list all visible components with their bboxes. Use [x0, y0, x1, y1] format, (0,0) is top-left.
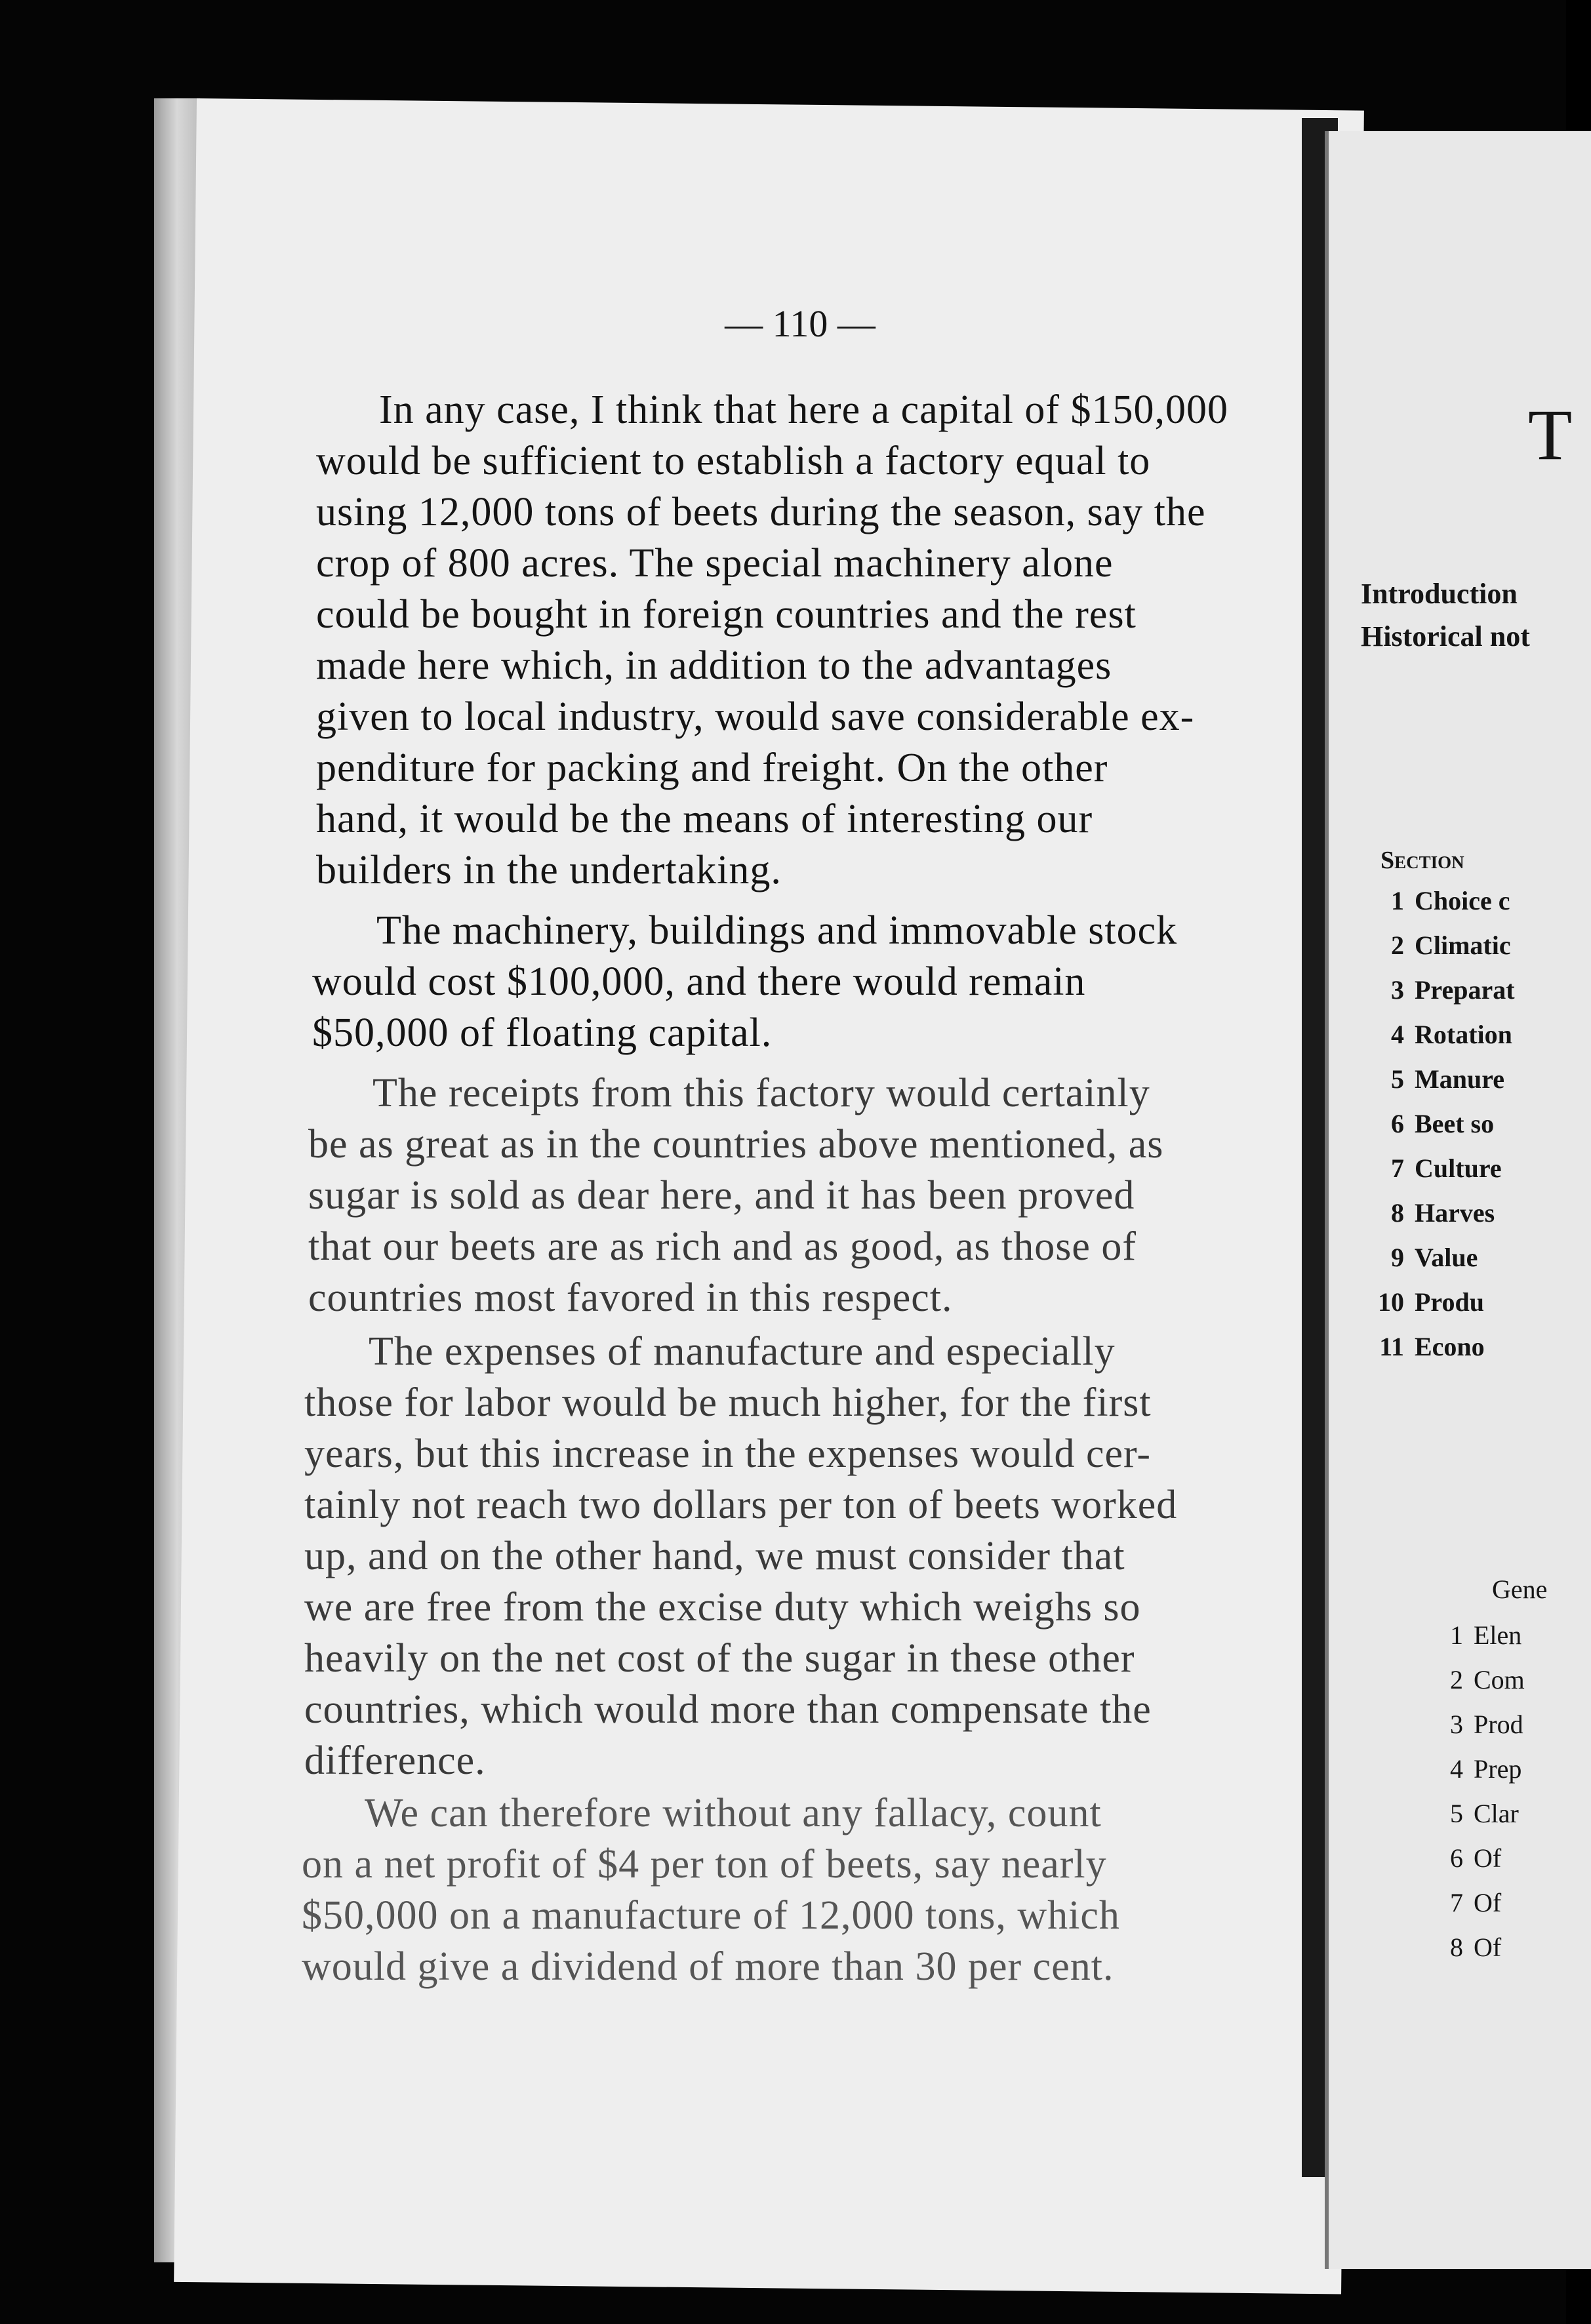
text-line: on a net profit of $4 per ton of beets, say nearly [302, 1842, 1107, 1887]
toc-entry: 2 Climatic [1391, 931, 1511, 960]
toc-entry: 8 Harves [1391, 1198, 1495, 1228]
toc-entry: 6 Beet so [1391, 1109, 1495, 1138]
toc-section-heading: Section [1380, 847, 1464, 874]
toc-entry: 6 Of [1450, 1843, 1502, 1873]
toc-intro: Introduction [1361, 578, 1518, 610]
text-line: difference. [304, 1738, 486, 1783]
text-line: $50,000 on a manufacture of 12,000 tons, which [302, 1893, 1120, 1938]
text-line: be as great as in the countries above mentioned, as [308, 1122, 1164, 1167]
text-line: We can therefore without any fallacy, count [365, 1791, 1102, 1835]
toc-entry: 9 Value [1391, 1243, 1478, 1272]
text-line: sugar is sold as dear here, and it has been proved [308, 1173, 1135, 1218]
text-line: given to local industry, would save considerable ex- [316, 694, 1195, 739]
text-line: In any case, I think that here a capital of $150,000 [379, 388, 1228, 432]
text-line: those for labor would be much higher, for the first [304, 1380, 1152, 1425]
toc-entry: 3 Prod [1450, 1710, 1523, 1739]
text-line: up, and on the other hand, we must consider that [304, 1534, 1125, 1578]
text-line: we are free from the excise duty which weighs so [304, 1585, 1141, 1630]
text-line: penditure for packing and freight. On the other [316, 746, 1108, 790]
text-line: made here which, in addition to the advantages [316, 643, 1112, 688]
text-line: could be bought in foreign countries and the rest [316, 592, 1137, 637]
text-line: The machinery, buildings and immovable stock [376, 908, 1178, 953]
toc-entry: 7 Of [1450, 1888, 1502, 1917]
toc-intro: Historical not [1361, 620, 1530, 652]
page-number: — 110 — [725, 302, 876, 345]
toc-entry: 3 Preparat [1391, 975, 1515, 1005]
text-line: heavily on the net cost of the sugar in these other [304, 1636, 1135, 1681]
text-line: years, but this increase in the expenses would cer- [304, 1432, 1152, 1476]
toc-entry: 5 Clar [1450, 1799, 1519, 1828]
toc-entry: 10 Produ [1378, 1287, 1484, 1317]
text-line: The receipts from this factory would certainly [373, 1071, 1150, 1115]
text-line: that our beets are as rich and as good, as those of [308, 1224, 1137, 1269]
toc-entry: 5 Manure [1391, 1064, 1505, 1094]
text-line: tainly not reach two dollars per ton of beets worked [304, 1483, 1178, 1527]
toc-entry: 2 Com [1450, 1665, 1525, 1694]
toc-entry: 4 Prep [1450, 1754, 1522, 1784]
toc-entry: 1 Elen [1450, 1620, 1522, 1650]
right-page-title: T [1528, 395, 1573, 475]
text-line: countries, which would more than compensate the [304, 1687, 1152, 1732]
text-line: crop of 800 acres. The special machinery alone [316, 541, 1114, 586]
text-line: using 12,000 tons of beets during the season, say the [316, 490, 1206, 534]
toc-entry: 8 Of [1450, 1933, 1502, 1962]
text-line: $50,000 of floating capital. [312, 1011, 773, 1055]
toc-general-heading: Gene [1492, 1574, 1548, 1604]
text-line: hand, it would be the means of interesting our [316, 797, 1093, 841]
text-line: would give a dividend of more than 30 per cent. [302, 1944, 1114, 1989]
toc-entry: 4 Rotation [1391, 1020, 1512, 1049]
toc-entry: 11 Econo [1379, 1332, 1485, 1361]
text-line: The expenses of manufacture and especially [369, 1329, 1116, 1374]
toc-entry: 1 Choice c [1391, 886, 1510, 915]
text-line: would be sufficient to establish a factory equal to [316, 439, 1151, 483]
text-line: would cost $100,000, and there would remain [312, 959, 1086, 1004]
text-line: countries most favored in this respect. [308, 1275, 953, 1320]
text-line: builders in the undertaking. [316, 848, 782, 892]
toc-entry: 7 Culture [1391, 1153, 1502, 1183]
